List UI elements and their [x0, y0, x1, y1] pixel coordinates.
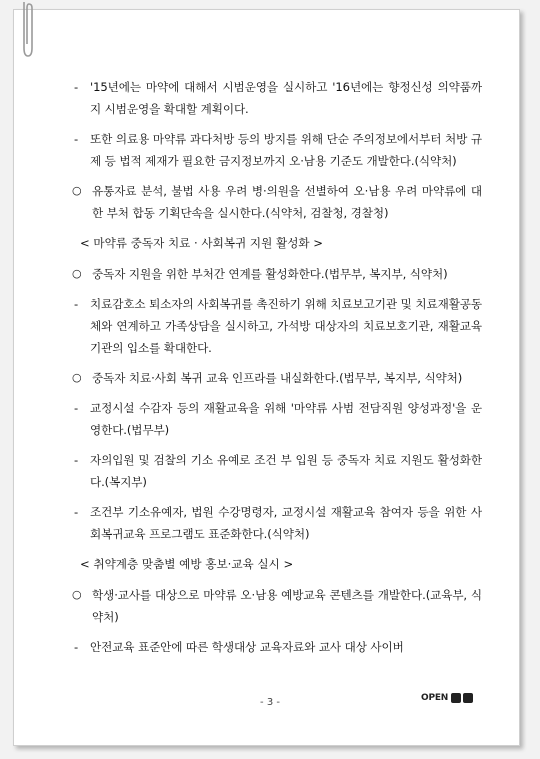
dash-bullet-marker: -	[74, 132, 79, 146]
bullet-text: 중독자 치료·사회 복귀 교육 인프라를 내실화한다.(법무부, 복지부, 식약처)	[92, 371, 463, 385]
attribution-icon	[451, 693, 461, 703]
open-license-label: OPEN	[421, 692, 449, 703]
dash-bullet-item	[72, 636, 482, 658]
dash-bullet-marker: -	[74, 80, 79, 94]
dash-bullet-marker: -	[74, 453, 79, 467]
bullet-text: 자의입원 및 검찰의 기소 유예로 조건 부 입원 등 중독자 치료 지원도 활성화한다.(복지부)	[90, 453, 482, 489]
commercial-use-icon	[463, 693, 473, 703]
dash-bullet-item	[72, 293, 482, 359]
bullet-text: 중독자 지원을 위한 부처간 연계를 활성화한다.(법무부, 복지부, 식약처)	[92, 267, 448, 281]
circle-bullet-marker: ○	[72, 184, 82, 197]
circle-bullet-marker: ○	[72, 371, 82, 384]
dash-bullet-marker: -	[74, 505, 79, 519]
bullet-text: 조건부 기소유예자, 법원 수강명령자, 교정시설 재활교육 참여자 등을 위한 사회복귀교육 프로그램도 표준화한다.(식약처)	[90, 505, 482, 541]
dash-bullet-marker: -	[74, 401, 79, 415]
dash-bullet-item	[72, 397, 482, 441]
circle-bullet-marker: ○	[72, 267, 82, 280]
bullet-text: 또한 의료용 마약류 과다처방 등의 방지를 위해 단순 주의정보에서부터 처방 규제 등 법적 제재가 필요한 금지정보까지 오·남용 기준도 개발한다.(식약처)	[90, 132, 482, 168]
bullet-text: 유통자료 분석, 불법 사용 우려 병·의원을 선별하여 오·남용 우려 마약류에 대한 부처 합동 기획단속을 실시한다.(식약처, 검찰청, 경찰청)	[92, 184, 482, 220]
section-heading: < 취약계층 맞춤별 예방 홍보·교육 실시 >	[80, 557, 294, 571]
page-number: - 3 -	[260, 697, 280, 708]
license-icons	[451, 693, 473, 703]
bullet-text: '15년에는 마약에 대해서 시범운영을 실시하고 '16년에는 향정신성 의약품까지 시범운영을 확대할 계획이다.	[90, 80, 482, 116]
circle-bullet-item	[72, 263, 482, 285]
dash-bullet-marker: -	[74, 640, 79, 654]
bullet-text: 치료감호소 퇴소자의 사회복귀를 촉진하기 위해 치료보고기관 및 치료재활공동체와 연계하고 가족상담을 실시하고, 가석방 대상자의 치료보호기관, 재활교육기관의 입소를 확대한다.	[90, 297, 482, 355]
circle-bullet-item	[72, 584, 482, 628]
bullet-text: 교정시설 수감자 등의 재활교육을 위해 '마약류 사범 전담직원 양성과정'을 운영한다.(법무부)	[90, 401, 482, 437]
circle-bullet-item	[72, 367, 482, 389]
dash-bullet-marker: -	[74, 297, 79, 311]
dash-bullet-item	[72, 128, 482, 172]
paperclip-icon	[20, 0, 34, 60]
section-heading: < 마약류 중독자 치료 · 사회복귀 지원 활성화 >	[80, 236, 323, 250]
bullet-text: 안전교육 표준안에 따른 학생대상 교육자료와 교사 대상 사이버	[90, 640, 404, 654]
circle-bullet-item	[72, 180, 482, 224]
dash-bullet-item	[72, 449, 482, 493]
circle-bullet-marker: ○	[72, 588, 82, 601]
dash-bullet-item	[72, 76, 482, 120]
bullet-text: 학생·교사를 대상으로 마약류 오·남용 예방교육 콘텐츠를 개발한다.(교육부, 식약처)	[92, 588, 482, 624]
document-body	[72, 76, 482, 666]
dash-bullet-item	[72, 501, 482, 545]
open-license-badge	[421, 690, 476, 705]
